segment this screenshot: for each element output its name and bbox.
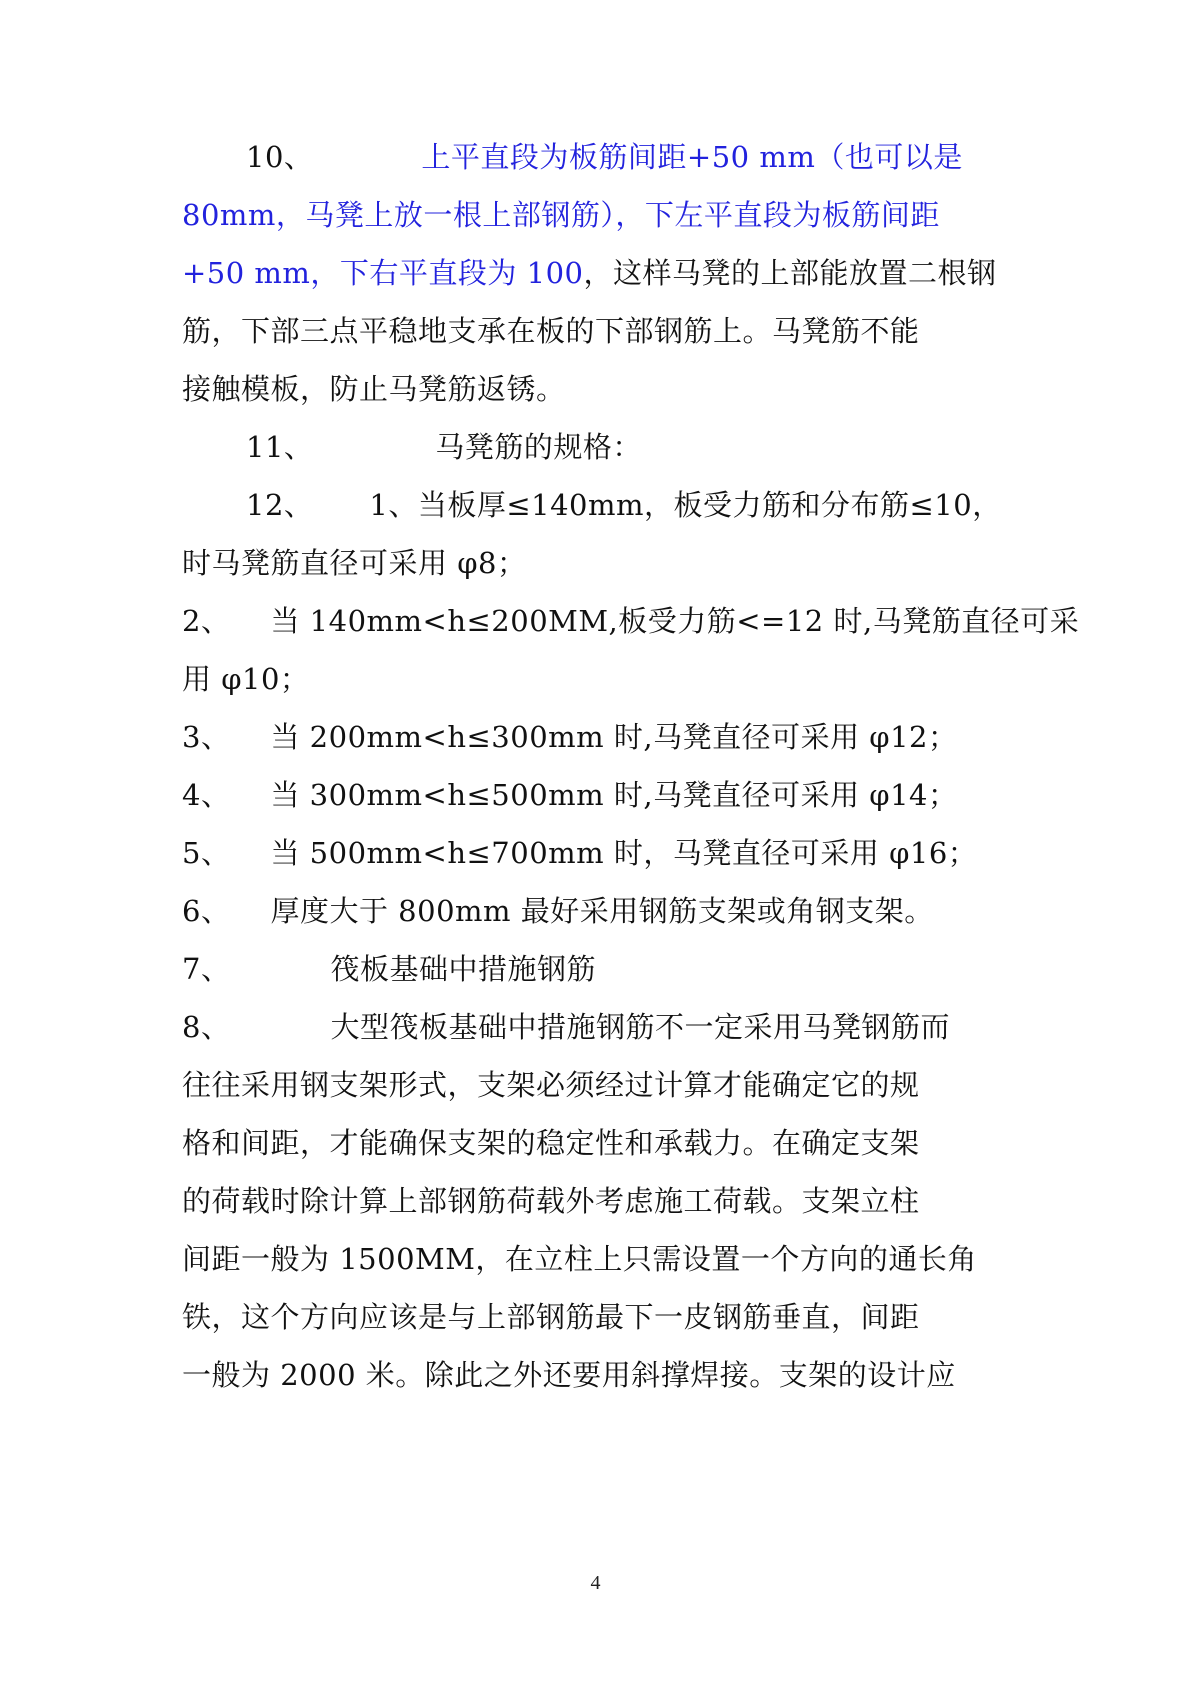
paragraph-12-line-2: 时马凳筋直径可采用 φ8； [182, 546, 527, 580]
body-text: 1、当板厚≤140mm，板受力筋和分布筋≤10， [369, 488, 1002, 522]
list-item-8-line-5: 间距一般为 1500MM，在立柱上只需设置一个方向的通长角 [182, 1242, 977, 1276]
list-item-8-line-6: 铁，这个方向应该是与上部钢筋最下一皮钢筋垂直，间距 [182, 1300, 920, 1334]
body-text: 大型筏板基础中措施钢筋不一定采用马凳钢筋而 [330, 1010, 950, 1044]
item-number: 10、 [246, 140, 314, 174]
body-text: 厚度大于 800mm 最好采用钢筋支架或角钢支架。 [270, 894, 934, 928]
item-number: 7、 [182, 952, 231, 986]
item-number: 8、 [182, 1010, 231, 1044]
paragraph-10-line-1 [182, 126, 1022, 188]
body-text: ，这样马凳的上部能放置二根钢 [583, 256, 997, 290]
list-item-4 [182, 764, 1022, 826]
body-text: 当 500mm<h≤700mm 时，马凳直径可采用 φ16； [270, 836, 978, 870]
list-item-8-line-3: 格和间距，才能确保支架的稳定性和承载力。在确定支架 [182, 1126, 920, 1160]
body-text: 马凳筋的规格： [435, 430, 642, 464]
body-text: 筏板基础中措施钢筋 [330, 952, 596, 986]
list-item-3 [182, 706, 1022, 768]
list-item-2-line-2: 用 φ10； [182, 662, 310, 696]
item-number: 2、 [182, 604, 231, 638]
highlighted-text: +50 mm，下右平直段为 100 [182, 256, 584, 290]
list-item-7 [182, 938, 1022, 1000]
item-number: 4、 [182, 778, 231, 812]
body-text: 当 200mm<h≤300mm 时,马凳直径可采用 φ12； [270, 720, 958, 754]
list-item-5 [182, 822, 1022, 884]
paragraph-10-line-3 [182, 242, 1022, 304]
item-number: 5、 [182, 836, 231, 870]
item-number: 3、 [182, 720, 231, 754]
body-text: 当 140mm<h≤200MM,板受力筋<=12 时,马凳筋直径可采 [270, 604, 1080, 638]
list-item-8-line-4: 的荷载时除计算上部钢筋荷载外考虑施工荷载。支架立柱 [182, 1184, 920, 1218]
list-item-8-line-1 [182, 996, 1022, 1058]
paragraph-11 [182, 416, 1022, 478]
paragraph-12-line-1 [182, 474, 1022, 536]
highlighted-text: 上平直段为板筋间距+50 mm（也可以是 [421, 140, 963, 174]
item-number: 11、 [246, 430, 314, 464]
list-item-2-line-1 [182, 590, 1080, 652]
paragraph-10-line-2: 80mm，马凳上放一根上部钢筋），下左平直段为板筋间距 [182, 198, 940, 232]
list-item-8-line-2: 往往采用钢支架形式，支架必须经过计算才能确定它的规 [182, 1068, 920, 1102]
list-item-8-line-7: 一般为 2000 米。除此之外还要用斜撑焊接。支架的设计应 [182, 1358, 956, 1392]
body-text: 当 300mm<h≤500mm 时,马凳直径可采用 φ14； [270, 778, 958, 812]
paragraph-10-line-4: 筋，下部三点平稳地支承在板的下部钢筋上。马凳筋不能 [182, 314, 920, 348]
paragraph-10-line-5: 接触模板，防止马凳筋返锈。 [182, 372, 566, 406]
page-number: 4 [590, 1572, 601, 1594]
item-number: 6、 [182, 894, 231, 928]
list-item-6 [182, 880, 1022, 942]
item-number: 12、 [246, 488, 314, 522]
